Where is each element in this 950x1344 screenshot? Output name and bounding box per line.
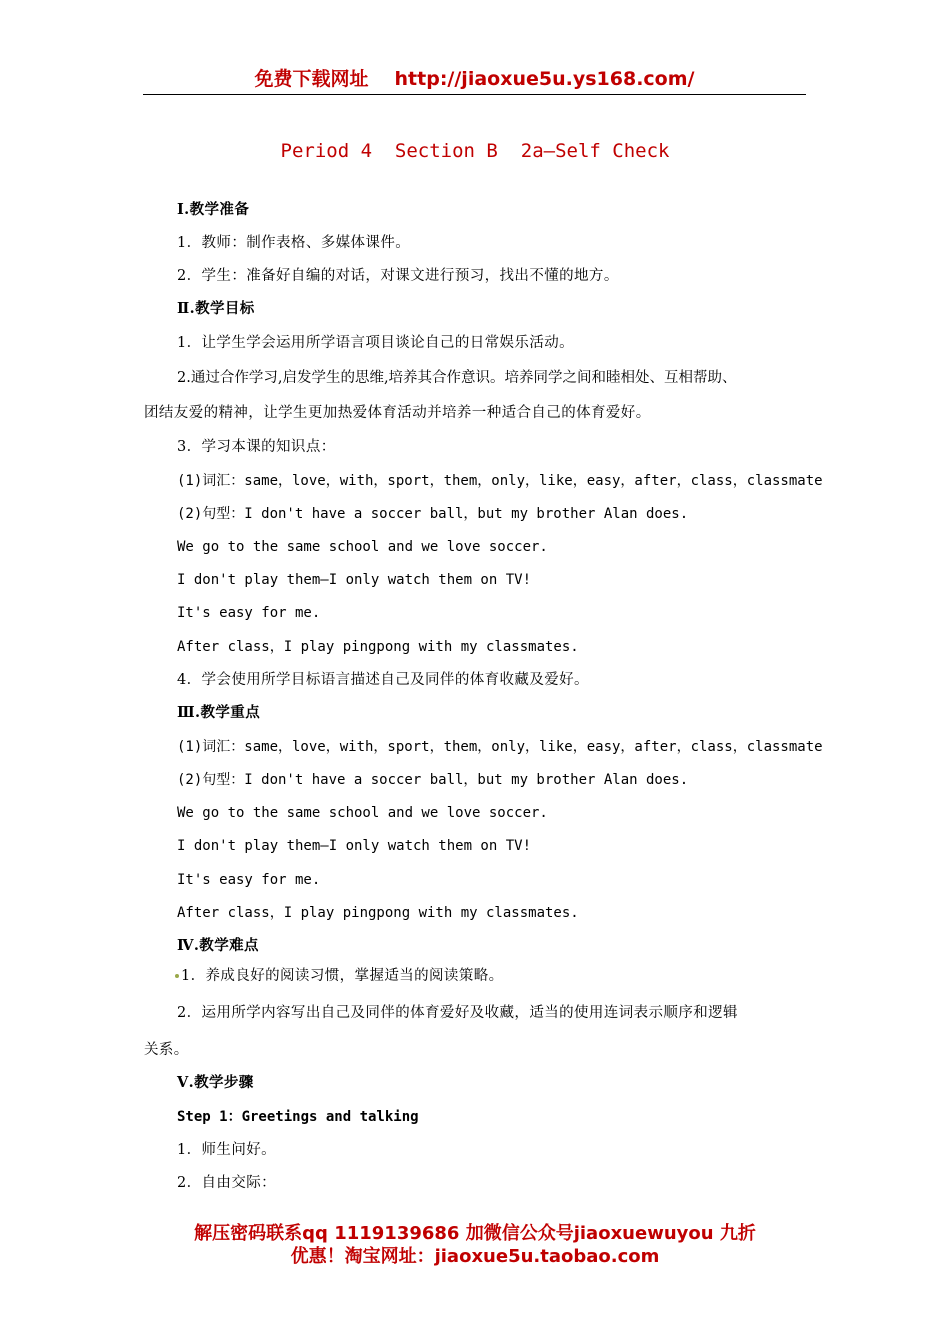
key-sentence: (2)句型：I don't have a soccer ball，but my brother Alan does. bbox=[177, 772, 689, 788]
difficulty-item-1 bbox=[175, 966, 504, 986]
objective-sentence: (2)句型：I don't have a soccer ball，but my brother Alan does. bbox=[177, 506, 689, 522]
objective-example-2: I don't play them—I only watch them on TV! bbox=[177, 572, 532, 588]
key-example-4: After class，I play pingpong with my classmates. bbox=[177, 905, 579, 921]
objective-example-1: We go to the same school and we love soccer. bbox=[177, 539, 548, 555]
objective-item-3: 3．学习本课的知识点： bbox=[177, 439, 336, 455]
difficulty-item-1-text: 1．养成良好的阅读习惯，掌握适当的阅读策略。 bbox=[181, 968, 504, 984]
page-header bbox=[143, 64, 806, 95]
prep-item-1: 1．教师：制作表格、多媒体课件。 bbox=[177, 235, 411, 251]
objective-example-4: After class，I play pingpong with my classmates. bbox=[177, 639, 579, 655]
difficulty-item-2a: 2．运用所学内容写出自己及同伴的体育爱好及收藏，适当的使用连词表示顺序和逻辑 bbox=[177, 1005, 738, 1021]
step-1-item-2: 2．自由交际： bbox=[177, 1175, 277, 1191]
objective-item-1: 1．让学生学会运用所学语言项目谈论自己的日常娱乐活动。 bbox=[177, 335, 575, 351]
page-title: Period 4 Section B 2a—Self Check bbox=[280, 140, 670, 162]
objective-item-4: 4．学会使用所学目标语言描述自己及同伴的体育收藏及爱好。 bbox=[177, 672, 589, 688]
objective-item-2b: 团结友爱的精神，让学生更加热爱体育活动并培养一种适合自己的体育爱好。 bbox=[144, 405, 651, 421]
header-url-link[interactable]: http://jiaoxue5u.ys168.com/ bbox=[394, 68, 695, 90]
section-heading-difficulties: Ⅳ.教学难点 bbox=[177, 937, 259, 954]
key-vocab: (1)词汇：same，love，with，sport，them，only，like，easy，after，class，classmate bbox=[177, 739, 823, 755]
objective-vocab: (1)词汇：same，love，with，sport，them，only，like，easy，after，class，classmate bbox=[177, 473, 823, 489]
step-1-item-1: 1．师生问好。 bbox=[177, 1142, 277, 1158]
difficulty-item-2b: 关系。 bbox=[144, 1042, 189, 1058]
header-label: 免费下载网址 bbox=[254, 68, 369, 90]
section-heading-preparation: Ⅰ.教学准备 bbox=[177, 201, 250, 218]
section-heading-key-points: Ⅲ.教学重点 bbox=[177, 704, 261, 721]
key-example-3: It's easy for me. bbox=[177, 872, 321, 888]
key-example-2: I don't play them—I only watch them on TV! bbox=[177, 838, 532, 854]
objective-item-2a: 2.通过合作学习,启发学生的思维,培养其合作意识。培养同学之间和睦相处、互相帮助、 bbox=[177, 370, 737, 386]
objective-example-3: It's easy for me. bbox=[177, 605, 321, 621]
key-example-1: We go to the same school and we love soccer. bbox=[177, 805, 548, 821]
bullet-dot-icon bbox=[175, 974, 179, 978]
footer-line-1: 解压密码联系qq 1119139686 加微信公众号jiaoxuewuyou 九折 bbox=[194, 1223, 756, 1244]
footer-line-2[interactable]: 优惠！淘宝网址：jiaoxue5u.taobao.com bbox=[290, 1246, 660, 1267]
section-heading-objectives: Ⅱ.教学目标 bbox=[177, 300, 255, 317]
prep-item-2: 2．学生：准备好自编的对话，对课文进行预习，找出不懂的地方。 bbox=[177, 268, 619, 284]
step-1-heading: Step 1：Greetings and talking bbox=[177, 1109, 419, 1125]
section-heading-steps: Ⅴ.教学步骤 bbox=[177, 1074, 254, 1091]
